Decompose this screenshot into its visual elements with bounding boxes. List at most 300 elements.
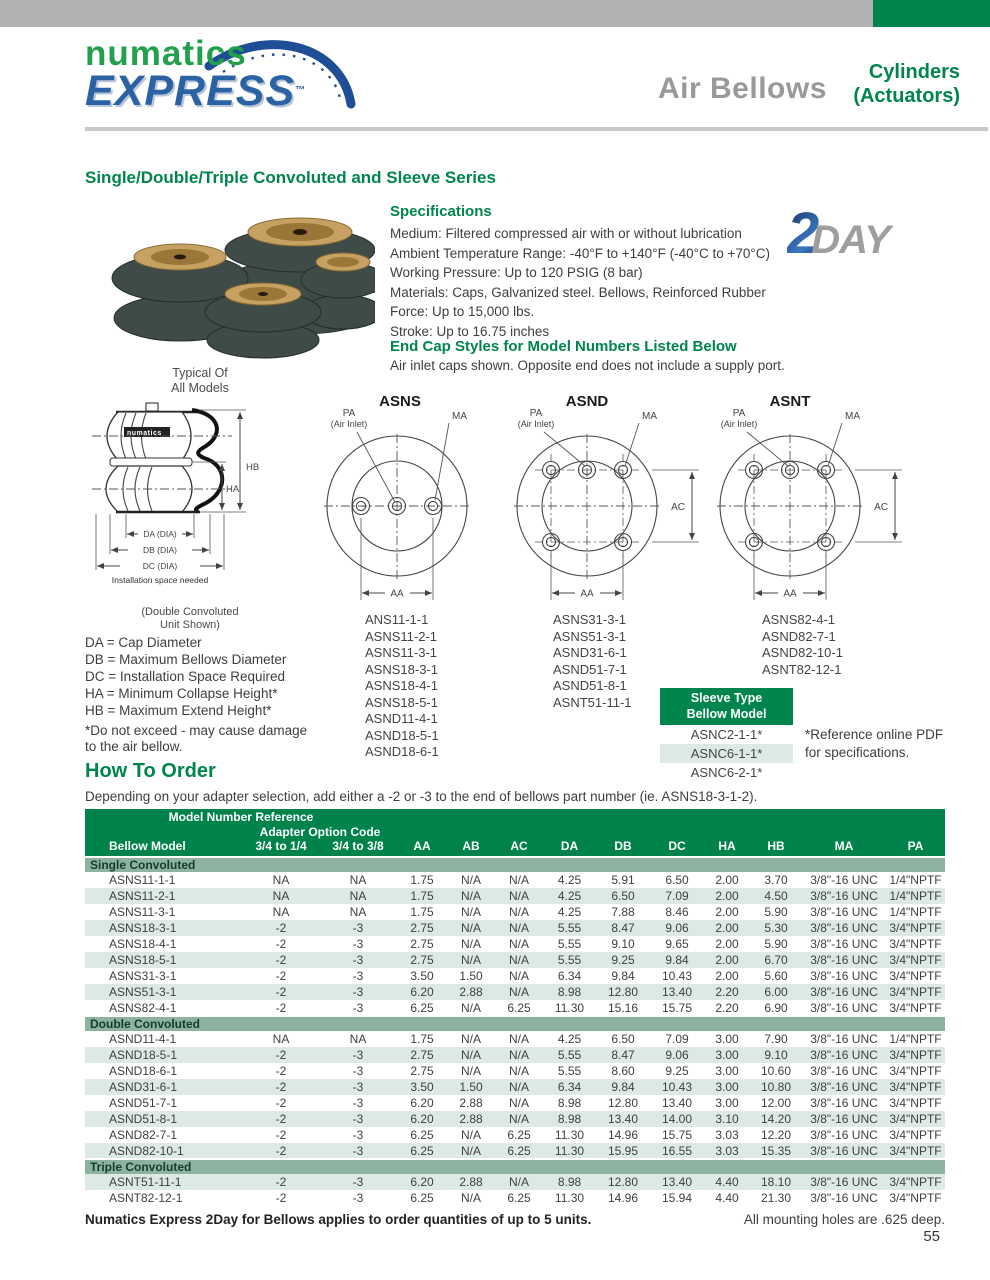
endcap-model-list-1 bbox=[553, 612, 632, 711]
cross-section-caption-line1: (Double Convoluted bbox=[141, 606, 239, 618]
table-cell: NA bbox=[319, 888, 397, 904]
table-cell: N/A bbox=[495, 1047, 543, 1063]
table-cell: 2.75 bbox=[410, 937, 434, 951]
logo-express-text bbox=[85, 67, 365, 115]
table-cell: 3/4"NPTF bbox=[889, 1096, 942, 1110]
table-row bbox=[85, 1079, 945, 1095]
table-cell: N/A bbox=[460, 1128, 481, 1142]
table-cell: NA bbox=[272, 905, 290, 919]
table-cell: 3/8"-16 UNC bbox=[810, 1000, 878, 1015]
table-cell: 21.30 bbox=[760, 1191, 792, 1205]
table-cell: N/A bbox=[447, 952, 495, 968]
table-cell: 3.10 bbox=[704, 1111, 750, 1127]
model-list-item: ASNT51-11-1 bbox=[553, 694, 632, 710]
table-column-header: AA bbox=[397, 839, 447, 857]
table-cell: -3 bbox=[352, 1064, 364, 1078]
sleeve-type-box bbox=[660, 688, 793, 782]
table-cell: -2 bbox=[243, 1079, 319, 1095]
table-cell: 4.40 bbox=[704, 1174, 750, 1190]
table-cell: NA bbox=[349, 873, 367, 887]
table-cell: 5.60 bbox=[764, 969, 788, 983]
table-cell: N/A bbox=[495, 952, 543, 968]
table-cell: 1.75 bbox=[410, 905, 434, 919]
table-cell: -3 bbox=[319, 1079, 397, 1095]
table-cell: 3/4"NPTF bbox=[886, 1047, 945, 1063]
table-row bbox=[85, 872, 945, 888]
cross-section-caption bbox=[110, 606, 270, 632]
table-cell: 3/4"NPTF bbox=[889, 969, 942, 983]
table-cell: 3.00 bbox=[715, 1064, 739, 1078]
svg-text:AA: AA bbox=[783, 588, 797, 600]
spec-line: Ambient Temperature Range: -40°F to +140°F (-40°C to +70°C) bbox=[390, 245, 771, 261]
table-cell: N/A bbox=[495, 1111, 543, 1127]
table-cell: N/A bbox=[495, 984, 543, 1000]
table-cell: ASNS11-3-1 bbox=[109, 905, 176, 919]
table-cell: 6.25 bbox=[507, 1000, 531, 1015]
two-day-day: DAY bbox=[811, 218, 890, 262]
table-cell: 3.50 bbox=[397, 1079, 447, 1095]
table-cell: 5.55 bbox=[557, 1064, 582, 1078]
table-column-header: DC bbox=[650, 839, 704, 857]
table-cell: 7.88 bbox=[611, 905, 635, 919]
table-cell: 15.75 bbox=[661, 1000, 693, 1015]
table-cell: 3/4"NPTF bbox=[889, 937, 942, 951]
logo-numatics-text: numatics bbox=[85, 34, 247, 73]
table-cell: 1.75 bbox=[410, 1032, 434, 1046]
table-row bbox=[85, 1047, 945, 1063]
table-cell: 10.60 bbox=[760, 1064, 792, 1078]
svg-text:DB (DIA): DB (DIA) bbox=[143, 545, 177, 555]
table-cell: N/A bbox=[508, 873, 529, 887]
table-cell: N/A bbox=[508, 1032, 529, 1046]
table-cell: -2 bbox=[243, 1143, 319, 1159]
table-cell: 2.75 bbox=[397, 920, 447, 936]
end-cap-subtitle: Air inlet caps shown. Opposite end does not include a supply port. bbox=[390, 358, 785, 373]
model-list-item: ASND51-7-1 bbox=[553, 661, 627, 677]
table-column-header: HB bbox=[750, 839, 802, 857]
table-cell: 6.25 bbox=[507, 1191, 531, 1205]
table-cell: N/A bbox=[508, 905, 529, 919]
table-cell: N/A bbox=[460, 1191, 481, 1205]
model-list-item: ASNS18-4-1 bbox=[365, 678, 438, 693]
table-section-header: Triple Convoluted bbox=[85, 1159, 945, 1174]
category-line1: Cylinders bbox=[868, 61, 960, 83]
table-cell: 5.55 bbox=[543, 952, 596, 968]
end-cap-title: End Cap Styles for Model Numbers Listed Below bbox=[390, 338, 737, 355]
table-cell: 2.00 bbox=[704, 920, 750, 936]
asns-end-cap-diagram bbox=[300, 392, 495, 612]
page-number: 55 bbox=[923, 1228, 940, 1245]
table-row bbox=[85, 984, 945, 1000]
table-cell: 14.96 bbox=[607, 1191, 639, 1205]
table-cell: -2 bbox=[275, 969, 287, 983]
table-cell: 9.06 bbox=[650, 920, 704, 936]
model-list-item: ASND82-7-1 bbox=[762, 628, 836, 644]
table-cell: -2 bbox=[243, 1047, 319, 1063]
table-cell: ASNS18-3-1 bbox=[85, 920, 243, 936]
table-cell: -2 bbox=[243, 1111, 319, 1127]
table-cell: ASND18-5-1 bbox=[85, 1047, 243, 1063]
table-cell: N/A bbox=[495, 920, 543, 936]
table-cell: N/A bbox=[460, 1032, 481, 1046]
table-column-header: AC bbox=[495, 839, 543, 857]
footer-note-left: Numatics Express 2Day for Bellows applies to order quantities of up to 5 units. bbox=[85, 1212, 592, 1227]
model-list-item: ASNS18-5-1 bbox=[365, 694, 438, 710]
svg-text:PA: PA bbox=[529, 408, 543, 419]
table-cell: N/A bbox=[508, 937, 529, 951]
table-column-header: 3/4 to 1/4 bbox=[243, 839, 319, 857]
table-cell: 6.25 bbox=[507, 1128, 531, 1142]
table-cell: 6.00 bbox=[750, 984, 802, 1000]
table-cell: 6.50 bbox=[596, 888, 650, 904]
table-cell: 12.80 bbox=[607, 1096, 639, 1110]
table-cell: -2 bbox=[275, 1096, 287, 1110]
table-cell: N/A bbox=[460, 937, 481, 951]
spec-line: Medium: Filtered compressed air with or without lubrication bbox=[390, 226, 742, 241]
svg-text:HB: HB bbox=[246, 462, 260, 473]
table-cell: 11.30 bbox=[554, 1000, 585, 1015]
table-row bbox=[85, 1111, 945, 1127]
model-list-item: ASNS31-3-1 bbox=[553, 612, 626, 627]
legend-warning bbox=[85, 723, 375, 755]
table-cell: 10.80 bbox=[750, 1079, 802, 1095]
table-cell: 4.40 bbox=[715, 1191, 739, 1205]
sleeve-header-line1: Sleeve Type bbox=[690, 691, 763, 705]
table-cell: 3/8"-16 UNC bbox=[802, 952, 886, 968]
table-cell: -3 bbox=[319, 952, 397, 968]
legend-line: DC = Installation Space Required bbox=[85, 669, 285, 684]
table-cell: NA bbox=[349, 1032, 367, 1046]
table-cell: -3 bbox=[352, 937, 364, 951]
logo-trademark: ™ bbox=[295, 85, 307, 96]
table-cell: -2 bbox=[243, 920, 319, 936]
table-cell: 15.95 bbox=[596, 1143, 650, 1159]
table-cell: 14.20 bbox=[750, 1111, 802, 1127]
top-bar-green-accent bbox=[873, 0, 990, 27]
table-column-header: DB bbox=[596, 839, 650, 857]
table-cell: 18.10 bbox=[750, 1174, 802, 1190]
table-cell: 2.88 bbox=[447, 1174, 495, 1190]
table-cell: 3/8"-16 UNC bbox=[810, 937, 878, 951]
table-cell: 8.60 bbox=[611, 1064, 635, 1078]
table-cell: 3/8"-16 UNC bbox=[810, 1191, 878, 1205]
table-header-filler bbox=[397, 809, 945, 824]
logo-express-word: EXPRESS bbox=[85, 67, 296, 115]
table-cell: ASNS31-3-1 bbox=[109, 969, 177, 983]
table-cell: 2.00 bbox=[704, 952, 750, 968]
svg-text:MA: MA bbox=[845, 411, 860, 422]
table-cell: 9.84 bbox=[596, 1079, 650, 1095]
series-heading: Single/Double/Triple Convoluted and Sleeve Series bbox=[85, 168, 496, 187]
table-cell: 9.25 bbox=[665, 1064, 689, 1078]
table-cell: NA bbox=[272, 1032, 290, 1046]
table-cell: 15.35 bbox=[750, 1143, 802, 1159]
svg-text:DC (DIA): DC (DIA) bbox=[142, 561, 178, 571]
table-section-header-row bbox=[85, 1159, 945, 1174]
table-cell: 3/4"NPTF bbox=[886, 1111, 945, 1127]
table-cell: 12.20 bbox=[760, 1128, 792, 1142]
table-section-header: Double Convoluted bbox=[85, 1016, 945, 1031]
table-cell: 2.20 bbox=[715, 1000, 739, 1015]
table-cell: 6.20 bbox=[397, 984, 447, 1000]
table-cell: 3/8"-16 UNC bbox=[810, 969, 878, 983]
table-cell: N/A bbox=[447, 1047, 495, 1063]
table-cell: 12.80 bbox=[596, 1174, 650, 1190]
table-cell: 8.98 bbox=[543, 1174, 596, 1190]
table-section-header-row bbox=[85, 1016, 945, 1031]
table-cell: 3/8"-16 UNC bbox=[802, 1047, 886, 1063]
table-cell: ASND11-4-1 bbox=[109, 1032, 177, 1046]
spec-line: Materials: Caps, Galvanized steel. Bellows, Reinforced Rubber bbox=[390, 284, 766, 300]
table-column-header: 3/4 to 3/8 bbox=[319, 839, 397, 857]
sleeve-note-line1: *Reference online PDF bbox=[805, 727, 944, 742]
photo-caption-line1: Typical Of bbox=[172, 366, 228, 380]
table-cell: 6.25 bbox=[495, 1143, 543, 1159]
table-cell: 2.75 bbox=[397, 952, 447, 968]
table-cell: N/A bbox=[447, 1143, 495, 1159]
table-cell: 4.25 bbox=[557, 1032, 582, 1046]
table-cell: ASND51-7-1 bbox=[109, 1096, 178, 1110]
table-cell: 3/8"-16 UNC bbox=[810, 1064, 878, 1078]
table-cell: N/A bbox=[447, 920, 495, 936]
legend-line: DB = Maximum Bellows Diameter bbox=[85, 652, 287, 667]
table-cell: 5.90 bbox=[764, 905, 788, 919]
svg-text:ASNT: ASNT bbox=[769, 393, 811, 410]
table-cell: 2.20 bbox=[704, 984, 750, 1000]
table-cell: NA bbox=[243, 888, 319, 904]
table-cell: -3 bbox=[352, 1128, 364, 1142]
table-cell: 2.00 bbox=[715, 873, 739, 887]
table-cell: 13.40 bbox=[596, 1111, 650, 1127]
table-row bbox=[85, 936, 945, 952]
sleeve-model-item: ASNC6-2-1* bbox=[690, 765, 763, 780]
specifications-title: Specifications bbox=[390, 203, 492, 220]
order-table-body bbox=[85, 857, 945, 1206]
svg-text:AA: AA bbox=[580, 588, 594, 600]
table-cell: 9.65 bbox=[665, 937, 689, 951]
table-cell: ASND82-7-1 bbox=[109, 1128, 178, 1142]
svg-text:MA: MA bbox=[642, 411, 657, 422]
table-cell: 9.25 bbox=[596, 952, 650, 968]
table-cell: 3/8"-16 UNC bbox=[810, 1032, 878, 1046]
table-header-filler bbox=[397, 824, 945, 839]
legend-line: DA = Cap Diameter bbox=[85, 635, 202, 650]
table-cell: 6.50 bbox=[665, 873, 689, 887]
table-cell: 6.25 bbox=[397, 1143, 447, 1159]
table-cell: 3/4"NPTF bbox=[886, 984, 945, 1000]
legend-line: HB = Maximum Extend Height* bbox=[85, 703, 272, 718]
specifications-lines bbox=[390, 224, 790, 341]
table-cell: 3/8"-16 UNC bbox=[802, 888, 886, 904]
table-column-header-row bbox=[85, 839, 945, 857]
table-cell: N/A bbox=[447, 888, 495, 904]
sleeve-type-header bbox=[660, 688, 793, 725]
table-cell: 3/8"-16 UNC bbox=[802, 1111, 886, 1127]
svg-text:ASNS: ASNS bbox=[379, 393, 421, 410]
table-cell: 2.75 bbox=[397, 1047, 447, 1063]
svg-text:ASND: ASND bbox=[565, 393, 609, 410]
table-cell: 3/4"NPTF bbox=[886, 920, 945, 936]
table-cell: 5.30 bbox=[750, 920, 802, 936]
table-group-header: Adapter Option Code bbox=[243, 824, 397, 839]
table-cell: 13.40 bbox=[650, 1174, 704, 1190]
table-cell: -3 bbox=[319, 1174, 397, 1190]
header-divider bbox=[85, 127, 988, 131]
table-cell: 8.46 bbox=[665, 905, 689, 919]
table-cell: 1.50 bbox=[447, 1079, 495, 1095]
table-cell: -3 bbox=[352, 1000, 364, 1015]
cross-section-diagram bbox=[80, 394, 280, 606]
table-cell: 3/4"NPTF bbox=[886, 1079, 945, 1095]
table-cell: 3/4"NPTF bbox=[889, 1128, 942, 1142]
svg-text:MA: MA bbox=[452, 411, 467, 422]
table-cell: 3.03 bbox=[704, 1143, 750, 1159]
table-column-header: PA bbox=[886, 839, 945, 857]
table-cell: 9.10 bbox=[611, 937, 635, 951]
table-cell: 5.55 bbox=[543, 920, 596, 936]
model-list-item: ASNT82-12-1 bbox=[762, 661, 842, 677]
table-cell: 3/8"-16 UNC bbox=[802, 920, 886, 936]
table-cell: 11.30 bbox=[554, 1191, 585, 1205]
table-cell: 6.25 bbox=[410, 1000, 434, 1015]
sleeve-header-line2: Bellow Model bbox=[686, 707, 767, 721]
table-cell: 3.50 bbox=[410, 969, 434, 983]
spec-line: Force: Up to 15,000 lbs. bbox=[390, 304, 535, 319]
model-list-item: ASNS18-3-1 bbox=[365, 661, 438, 677]
table-row bbox=[85, 1190, 945, 1206]
svg-text:AA: AA bbox=[390, 588, 404, 600]
model-list-item: ASND51-8-1 bbox=[553, 678, 627, 693]
table-cell: 3/8"-16 UNC bbox=[810, 905, 878, 919]
photo-caption-line2: All Models bbox=[171, 381, 229, 395]
legend-warning-line2: to the air bellow. bbox=[85, 739, 183, 754]
table-cell: 1.75 bbox=[410, 873, 434, 887]
table-cell: 8.47 bbox=[596, 1047, 650, 1063]
table-cell: 13.40 bbox=[661, 1096, 693, 1110]
two-day-logo bbox=[787, 200, 890, 267]
table-cell: N/A bbox=[495, 1174, 543, 1190]
table-row bbox=[85, 1063, 945, 1079]
model-list-item: ASND11-4-1 bbox=[365, 711, 438, 726]
table-group-header-row bbox=[85, 824, 945, 839]
table-column-header: AB bbox=[447, 839, 495, 857]
table-group-header-row bbox=[85, 809, 945, 824]
table-column-header: HA bbox=[704, 839, 750, 857]
table-cell: 3.00 bbox=[715, 1032, 739, 1046]
svg-text:(Air Inlet): (Air Inlet) bbox=[330, 419, 368, 429]
table-cell: ASNS51-3-1 bbox=[85, 984, 243, 1000]
table-cell: 4.25 bbox=[557, 905, 582, 919]
table-cell: 1/4"NPTF bbox=[889, 873, 942, 887]
table-cell: 1/4"NPTF bbox=[889, 905, 942, 919]
table-cell: 10.43 bbox=[661, 969, 693, 983]
endcap-model-list-0 bbox=[365, 612, 439, 761]
table-cell: NA bbox=[272, 873, 290, 887]
category-label bbox=[853, 60, 960, 108]
table-cell: -2 bbox=[275, 1191, 287, 1205]
legend-line: HA = Minimum Collapse Height* bbox=[85, 686, 278, 701]
table-cell: 3/8"-16 UNC bbox=[802, 1079, 886, 1095]
table-cell: 3/8"-16 UNC bbox=[810, 1096, 878, 1110]
table-cell: 5.55 bbox=[557, 937, 582, 951]
table-cell: 5.55 bbox=[543, 1047, 596, 1063]
table-header-filler bbox=[85, 824, 243, 839]
table-cell: -2 bbox=[243, 1174, 319, 1190]
table-cell: ASND82-10-1 bbox=[85, 1143, 243, 1159]
table-row bbox=[85, 920, 945, 936]
table-cell: -3 bbox=[319, 984, 397, 1000]
table-cell: 6.70 bbox=[750, 952, 802, 968]
svg-text:Installation space needed: Installation space needed bbox=[111, 575, 209, 585]
photo-caption bbox=[135, 366, 265, 396]
table-cell: NA bbox=[349, 905, 367, 919]
cross-section-caption-line2: Unit Shown) bbox=[160, 619, 220, 631]
table-cell: 3/4"NPTF bbox=[889, 1191, 942, 1205]
endcap-model-list-2 bbox=[762, 612, 843, 678]
footer-note-right: All mounting holes are .625 deep. bbox=[743, 1212, 945, 1227]
model-list-item: ASND18-6-1 bbox=[365, 744, 439, 759]
table-row bbox=[85, 968, 945, 984]
page-title: Air Bellows bbox=[658, 72, 827, 105]
table-cell: ASNS82-4-1 bbox=[109, 1000, 177, 1015]
table-cell: 6.50 bbox=[611, 1032, 635, 1046]
table-row bbox=[85, 952, 945, 968]
order-table-head bbox=[85, 809, 945, 857]
table-group-header: Model Number Reference bbox=[85, 809, 397, 824]
table-cell: N/A bbox=[495, 888, 543, 904]
table-cell: ASND51-8-1 bbox=[85, 1111, 243, 1127]
table-cell: 8.98 bbox=[543, 1111, 596, 1127]
table-cell: 3/4"NPTF bbox=[886, 952, 945, 968]
table-cell: 9.84 bbox=[611, 969, 635, 983]
svg-text:HA: HA bbox=[226, 484, 240, 495]
legend-lines bbox=[85, 634, 375, 719]
table-cell: 1.75 bbox=[397, 888, 447, 904]
dimension-legend bbox=[85, 634, 375, 755]
model-list-item: ASNS11-2-1 bbox=[365, 628, 438, 644]
table-cell: ASNS11-2-1 bbox=[85, 888, 243, 904]
table-cell: 3/4"NPTF bbox=[889, 1000, 942, 1015]
table-cell: 6.90 bbox=[764, 1000, 788, 1015]
asnd-end-cap-diagram bbox=[492, 392, 707, 612]
table-cell: 9.10 bbox=[750, 1047, 802, 1063]
sleeve-reference-note bbox=[805, 726, 965, 762]
table-cell: 11.30 bbox=[543, 1143, 596, 1159]
table-cell: 3/8"-16 UNC bbox=[810, 873, 878, 887]
table-cell: ASND31-6-1 bbox=[85, 1079, 243, 1095]
how-to-order-title: How To Order bbox=[85, 760, 216, 782]
table-cell: N/A bbox=[460, 873, 481, 887]
table-section-header: Single Convoluted bbox=[85, 857, 945, 872]
svg-text:DA (DIA): DA (DIA) bbox=[143, 529, 177, 539]
model-list-item: ASND18-5-1 bbox=[365, 727, 439, 743]
numatics-express-logo bbox=[85, 36, 365, 136]
table-cell: 2.00 bbox=[704, 888, 750, 904]
order-table bbox=[85, 809, 945, 1206]
table-row bbox=[85, 1031, 945, 1047]
table-cell: 6.25 bbox=[410, 1191, 434, 1205]
table-cell: 15.94 bbox=[661, 1191, 693, 1205]
table-cell: 2.75 bbox=[410, 1064, 434, 1078]
table-cell: 3.00 bbox=[704, 1079, 750, 1095]
table-cell: 6.34 bbox=[543, 1079, 596, 1095]
end-cap-section bbox=[390, 338, 950, 373]
legend-warning-line1: *Do not exceed - may cause damage bbox=[85, 723, 308, 738]
table-cell: 12.80 bbox=[596, 984, 650, 1000]
table-cell: N/A bbox=[508, 969, 529, 983]
model-list-item: ASNS11-3-1 bbox=[365, 645, 438, 660]
table-cell: 8.98 bbox=[543, 984, 596, 1000]
